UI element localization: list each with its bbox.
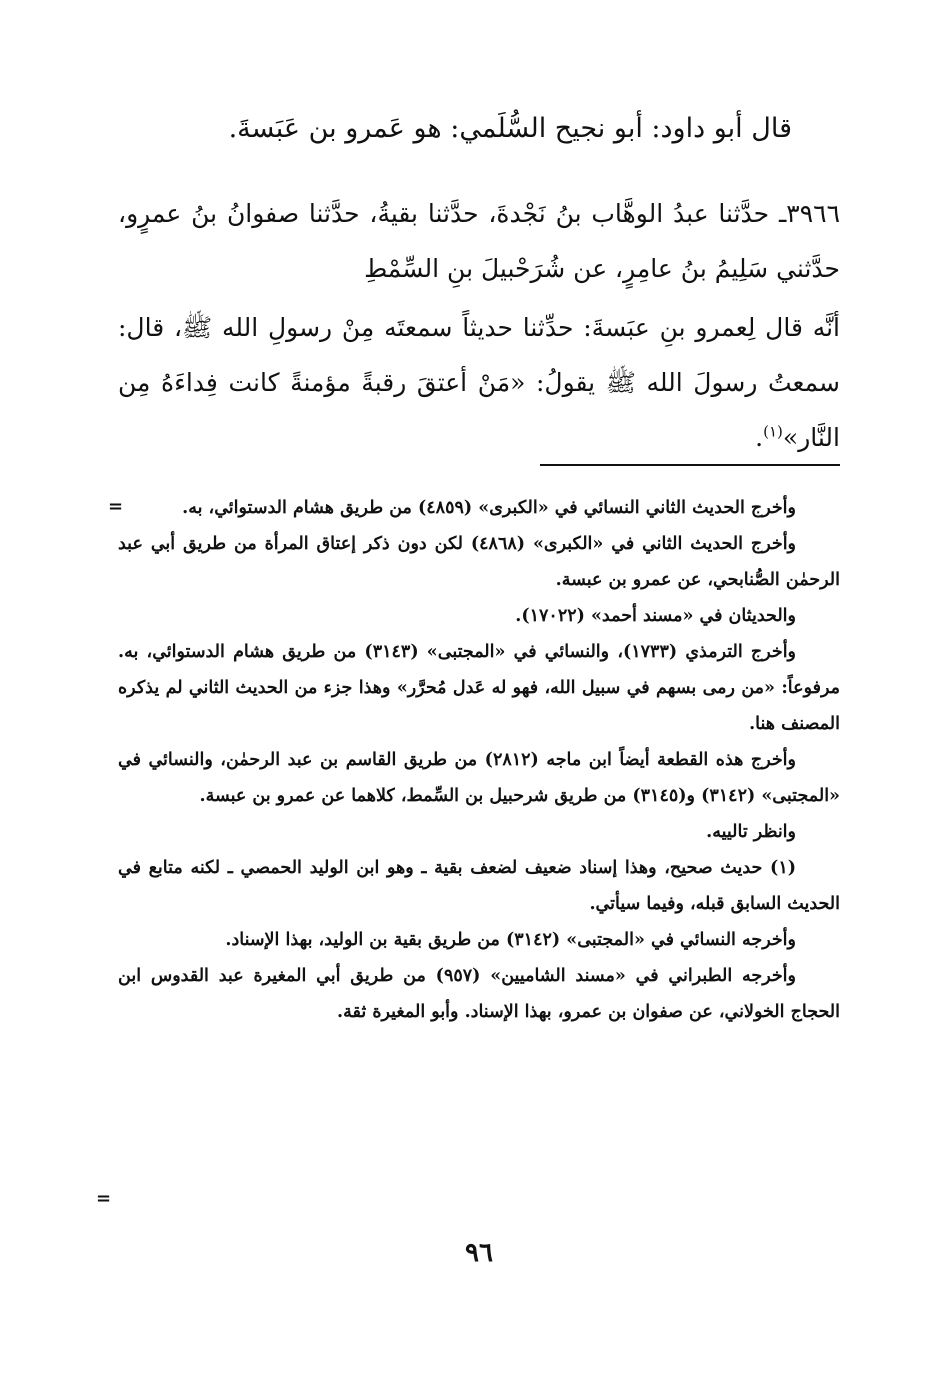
footnote-paragraph: (١) حديث صحيح، وهذا إسناد ضعيف لضعف بقية ـ وهو ابن الوليد الحمصي ـ لكنه متابع في الحديث السابق قبله، وفيما سيأتي. bbox=[118, 858, 840, 914]
heading-line: قال أبو داود: أبو نجيح السُّلَمي: هو عَمرو بن عَبَسةَ. bbox=[228, 113, 792, 144]
hadith-chain: ٣٩٦٦ـ حدَّثنا عبدُ الوهَّاب بنُ نَجْدةَ، حدَّثنا بقيةُ، حدَّثنا صفوانُ بنُ عمرٍو، حدَّثني سَلِيمُ بنُ عامِرٍ، عن شُرَحْبيلَ بنِ السِّمْطِ bbox=[118, 199, 840, 283]
continuation-mark-top: = bbox=[108, 496, 124, 517]
footnote-paragraph: وأخرج الحديث الثاني النسائي في «الكبرى» (٤٨٥٩) من طريق هشام الدستوائي، به. bbox=[182, 498, 796, 518]
document-page bbox=[96, 90, 840, 1350]
footnote-reference[interactable]: (١) bbox=[763, 422, 783, 441]
page-number: ٩٦ bbox=[465, 1238, 493, 1268]
footnote-paragraph: وأخرج هذه القطعة أيضاً ابن ماجه (٢٨١٢) من طريق القاسم بن عبد الرحمٰن، والنسائي في «المجتبى» (٣١٤٢) و(٣١٤٥) من طريق شرحبيل بن السِّمط، كلاهما عن عمرو بن عبسة. bbox=[118, 750, 840, 806]
footnote-separator bbox=[540, 464, 840, 466]
footnote-paragraph: والحديثان في «مسند أحمد» (١٧٠٢٢). bbox=[515, 606, 796, 626]
footnote-paragraph: وأخرجه النسائي في «المجتبى» (٣١٤٢) من طريق بقية بن الوليد، بهذا الإسناد. bbox=[225, 930, 796, 950]
footnote-paragraph: وانظر تالييه. bbox=[706, 822, 796, 842]
footnote-paragraph: وأخرجه الطبراني في «مسند الشاميين» (٩٥٧) من طريق أبي المغيرة عبد القدوس ابن الحجاج الخولاني، عن صفوان بن عمرو، بهذا الإسناد. وأبو المغيرة ثقة. bbox=[118, 966, 840, 1022]
hadith-matn-text: أنَّه قال لِعمرو بنِ عبَسةَ: حدِّثنا حديثاً سمعتَه مِنْ رسولِ الله ﷺ، قال: سمعتُ رسولَ الله ﷺ يقولُ: «مَنْ أعتقَ رقبةً مؤمنةً كانت فِداءَهُ مِن النَّار» bbox=[118, 313, 840, 452]
hadith-matn bbox=[118, 300, 840, 465]
continuation-mark-bottom: = bbox=[96, 1188, 112, 1209]
footnote-paragraph: وأخرج الترمذي (١٧٣٣)، والنسائي في «المجتبى» (٣١٤٣) من طريق هشام الدستوائي، به. مرفوعاً: «من رمى بسهم في سبيل الله، فهو له عَدل مُحرَّر» وهذا جزء من الحديث الثاني لم يذكره المصنف هنا. bbox=[118, 642, 840, 734]
footnotes bbox=[118, 490, 840, 1030]
hadith-end-punctuation: . bbox=[755, 423, 764, 452]
footnote-paragraph: وأخرج الحديث الثاني في «الكبرى» (٤٨٦٨) لكن دون ذكر إعتاق المرأة من طريق أبي عبد الرحمٰن الصُّنابحي، عن عمرو بن عبسة. bbox=[118, 534, 840, 590]
